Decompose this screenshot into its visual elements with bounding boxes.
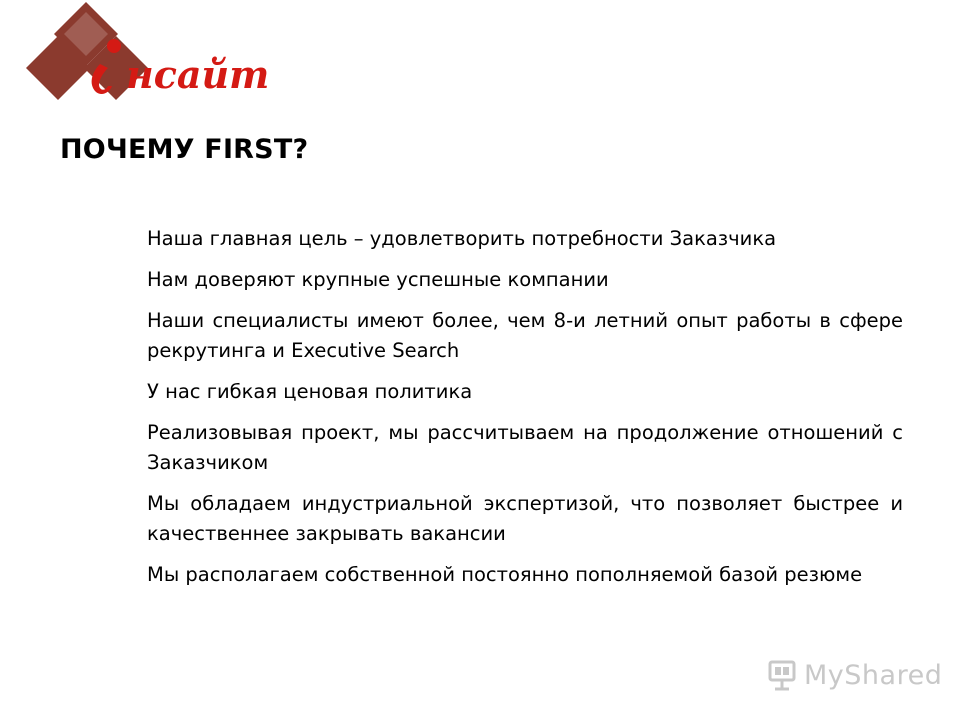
company-logo [22,0,270,110]
watermark-text: MyShared [804,659,943,691]
reason-item: Реализовывая проект, мы рассчитываем на продолжение отношений с Заказчиком [147,421,903,474]
reason-item: У нас гибкая ценовая политика [147,380,473,403]
reason-item: Мы располагаем собственной постоянно пополняемой базой резюме [147,563,863,586]
reason-item: Наша главная цель – удовлетворить потребности Заказчика [147,227,777,250]
reason-item: Мы обладаем индустриальной экспертизой, что позволяет быстрее и качественнее закрывать вакансии [147,492,903,545]
reason-item: Нам доверяют крупные успешные компании [147,268,609,291]
myshared-watermark [766,655,942,695]
reason-item: Наши специалисты имеют более, чем 8-и летний опыт работы в сфере рекрутинга и Executive Search [147,309,903,362]
reasons-list [147,224,903,601]
projector-icon [766,658,800,692]
page-title: ПОЧЕМУ FIRST? [60,134,309,165]
logo-wordmark: нсайт [126,52,270,97]
